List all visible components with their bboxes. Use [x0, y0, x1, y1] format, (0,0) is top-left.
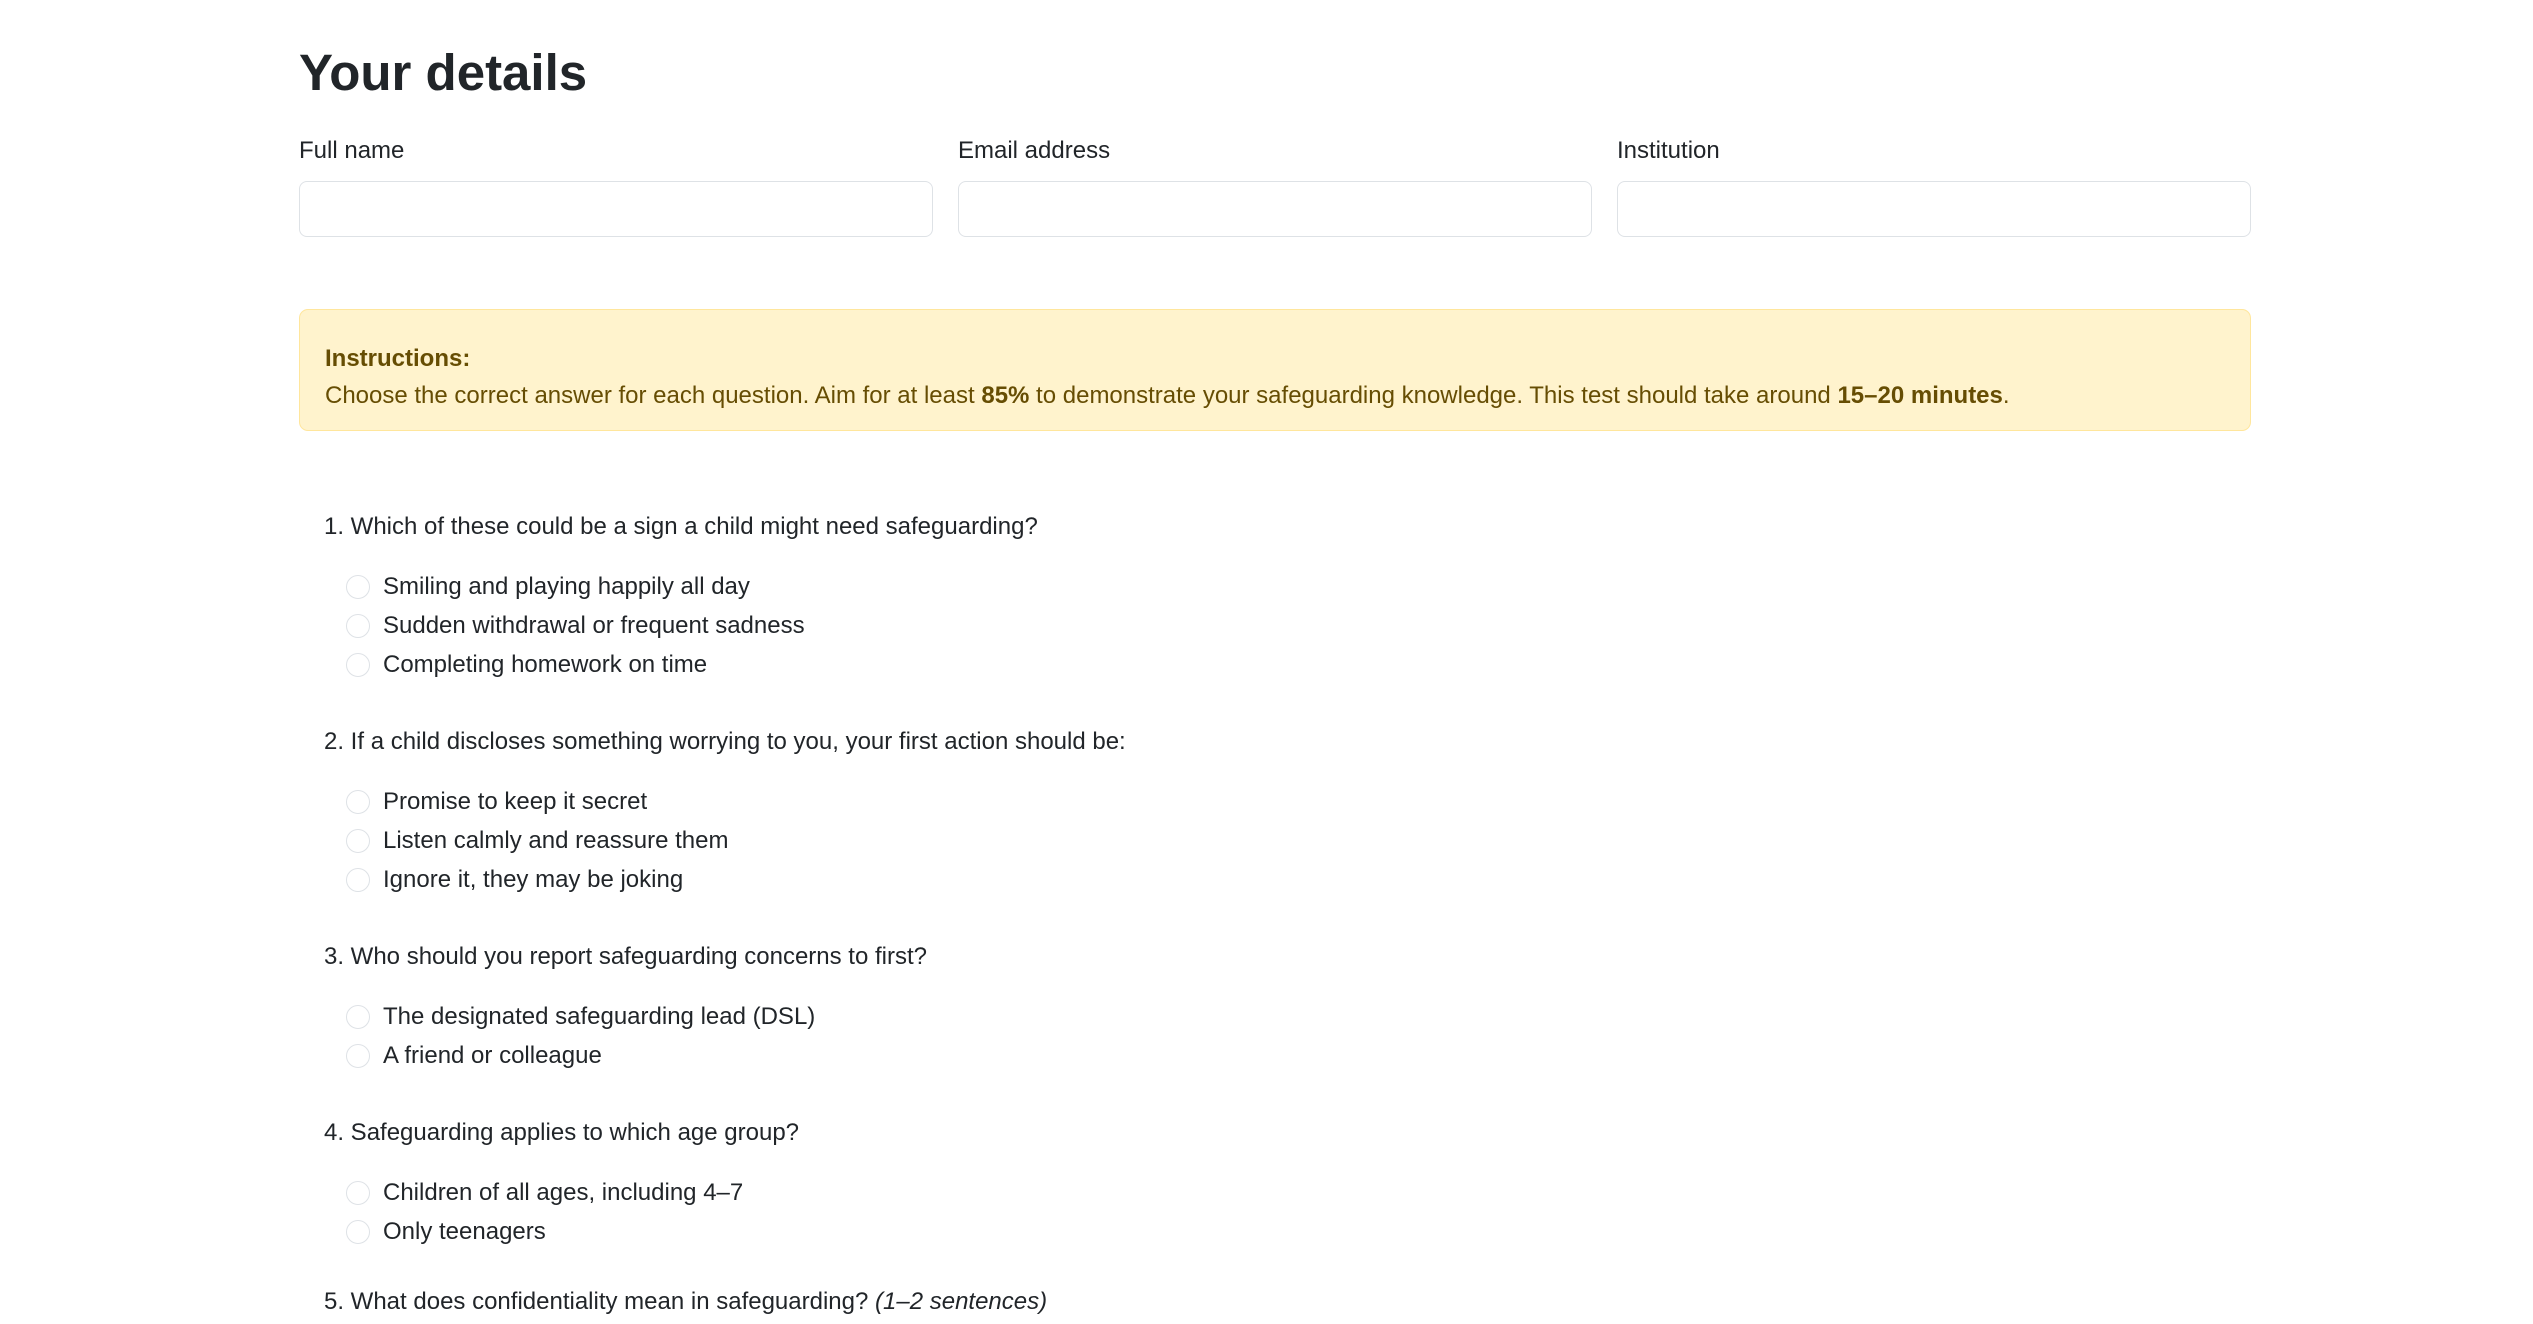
radio-button[interactable] [346, 829, 370, 853]
page-title: Your details [299, 44, 588, 101]
question-1-text: 1. Which of these could be a sign a child might need safeguarding? [324, 513, 1038, 540]
instructions-text-part-1: Choose the correct answer for each question. Aim for at least [325, 382, 982, 409]
radio-button[interactable] [346, 614, 370, 638]
question-5-text [324, 1287, 1047, 1317]
radio-button[interactable] [346, 653, 370, 677]
option-label: Smiling and playing happily all day [383, 573, 750, 600]
question-4-option-2[interactable] [346, 1217, 546, 1247]
radio-button[interactable] [346, 1220, 370, 1244]
question-1-option-1[interactable] [346, 572, 750, 602]
instructions-text-part-2: to demonstrate your safeguarding knowledge. This test should take around [1029, 382, 1838, 409]
institution-input[interactable] [1617, 181, 2251, 237]
radio-button[interactable] [346, 1005, 370, 1029]
full-name-input[interactable] [299, 181, 933, 237]
email-group [958, 136, 1592, 237]
instructions-target: 85% [981, 382, 1030, 409]
question-4-option-1[interactable] [346, 1178, 743, 1208]
radio-button[interactable] [346, 1181, 370, 1205]
option-label: Only teenagers [383, 1218, 546, 1245]
question-5-hint: (1–2 sentences) [875, 1288, 1048, 1315]
question-5-label: 5. What does confidentiality mean in safeguarding? [324, 1288, 869, 1315]
instructions-title: Instructions: [325, 345, 471, 372]
option-label: A friend or colleague [383, 1042, 602, 1069]
question-1-option-2[interactable] [346, 611, 805, 641]
question-2-option-2[interactable] [346, 826, 729, 856]
question-2-option-3[interactable] [346, 865, 683, 895]
option-label: Promise to keep it secret [383, 788, 648, 815]
option-label: Listen calmly and reassure them [383, 827, 729, 854]
radio-button[interactable] [346, 575, 370, 599]
option-label: Completing homework on time [383, 651, 708, 678]
details-fields [299, 136, 2251, 237]
question-4-text: 4. Safeguarding applies to which age group? [324, 1119, 800, 1146]
question-2-option-1[interactable] [346, 787, 647, 817]
radio-button[interactable] [346, 1044, 370, 1068]
institution-group [1617, 136, 2251, 237]
question-3-option-2[interactable] [346, 1041, 602, 1071]
question-3-text: 3. Who should you report safeguarding concerns to first? [324, 943, 927, 970]
email-label: Email address [958, 137, 1111, 164]
radio-button[interactable] [346, 790, 370, 814]
full-name-label: Full name [299, 137, 405, 164]
option-label: Sudden withdrawal or frequent sadness [383, 612, 805, 639]
full-name-group [299, 136, 933, 237]
instructions-text-part-3: . [2002, 382, 2010, 409]
radio-button[interactable] [346, 868, 370, 892]
instructions-duration: 15–20 minutes [1837, 382, 2003, 409]
instructions-alert [299, 309, 2251, 431]
option-label: Children of all ages, including 4–7 [383, 1179, 744, 1206]
option-label: Ignore it, they may be joking [383, 866, 684, 893]
instructions-text [325, 382, 2010, 409]
option-label: The designated safeguarding lead (DSL) [383, 1003, 816, 1030]
institution-label: Institution [1617, 137, 1720, 164]
email-input[interactable] [958, 181, 1592, 237]
question-1-option-3[interactable] [346, 650, 707, 680]
question-2-text: 2. If a child discloses something worrying to you, your first action should be: [324, 728, 1126, 755]
question-3-option-1[interactable] [346, 1002, 815, 1032]
